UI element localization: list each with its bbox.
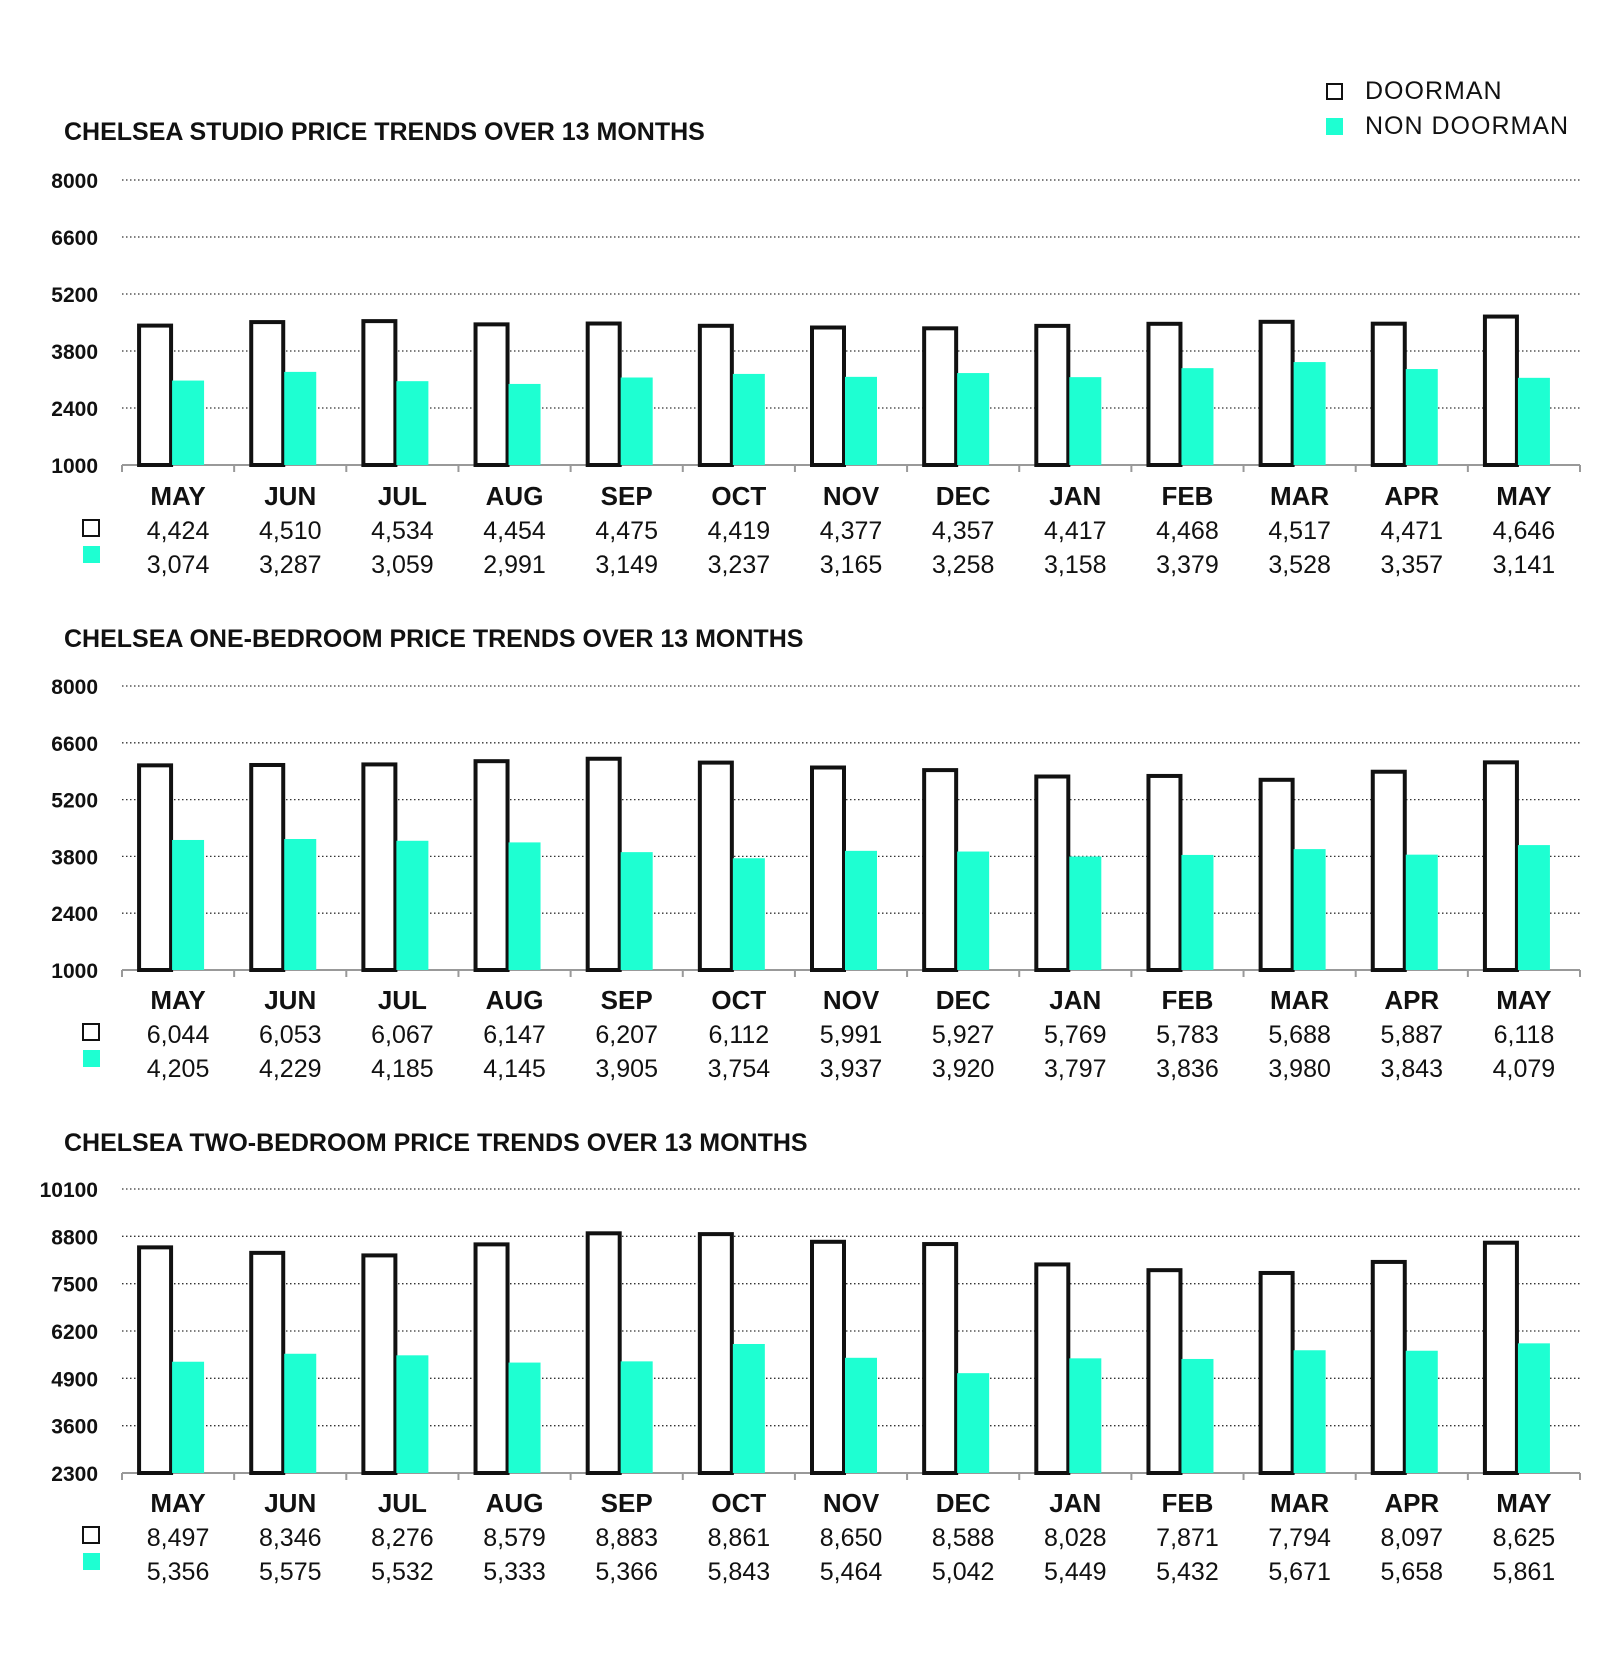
- data-label-non-doorman: 5,464: [819, 1558, 883, 1586]
- bar-doorman: [700, 326, 732, 465]
- bar-non-doorman: [172, 1362, 204, 1473]
- data-label-non-doorman: 3,287: [258, 551, 322, 579]
- data-label-doorman: 4,510: [258, 517, 322, 545]
- data-label-doorman: 4,417: [1044, 517, 1107, 545]
- bar-non-doorman: [621, 1361, 653, 1473]
- bar-non-doorman: [509, 1363, 541, 1473]
- bar-doorman: [139, 1247, 171, 1473]
- data-label-doorman: 4,534: [371, 517, 434, 545]
- y-tick-label: 2400: [51, 398, 98, 421]
- bar-doorman: [363, 764, 395, 970]
- bar-doorman: [251, 1253, 283, 1473]
- row-marker-doorman: [83, 520, 99, 536]
- data-label-doorman: 4,468: [1156, 517, 1219, 545]
- data-label-doorman: 8,625: [1492, 1524, 1556, 1552]
- data-label-non-doorman: 3,158: [1044, 551, 1107, 579]
- bar-doorman: [700, 763, 732, 970]
- x-tick-label: SEP: [600, 1488, 653, 1518]
- bar-doorman: [1036, 326, 1068, 465]
- bar-non-doorman: [621, 378, 653, 465]
- chart-title-one-bedroom: CHELSEA ONE-BEDROOM PRICE TRENDS OVER 13 MONTHS: [64, 625, 804, 653]
- bar-non-doorman: [172, 381, 204, 465]
- data-label-non-doorman: 3,059: [371, 551, 434, 579]
- data-label-non-doorman: 3,141: [1492, 551, 1556, 579]
- data-label-non-doorman: 3,528: [1268, 551, 1331, 579]
- data-label-doorman: 8,650: [819, 1524, 883, 1552]
- bar-non-doorman: [957, 373, 989, 465]
- bar-non-doorman: [1181, 1359, 1213, 1473]
- data-label-non-doorman: 3,754: [707, 1055, 771, 1083]
- chart-one-bedroom: [0, 600, 1600, 1100]
- bar-non-doorman: [1406, 1351, 1438, 1473]
- x-tick-label: NOV: [822, 1488, 880, 1518]
- x-tick-label: MAY: [150, 481, 206, 511]
- y-tick-label: 8000: [51, 676, 98, 699]
- data-label-non-doorman: 3,237: [707, 551, 771, 579]
- data-label-non-doorman: 3,920: [931, 1055, 995, 1083]
- data-label-doorman: 6,118: [1493, 1021, 1555, 1049]
- data-label-doorman: 4,424: [146, 517, 210, 545]
- chart-two-bedroom: [0, 1100, 1600, 1660]
- data-label-doorman: 5,887: [1380, 1021, 1444, 1049]
- y-tick-label: 7500: [51, 1273, 98, 1297]
- row-marker-doorman: [83, 1024, 99, 1040]
- x-tick-label: OCT: [711, 985, 767, 1015]
- y-tick-label: 10100: [39, 1179, 98, 1202]
- bar-doorman: [363, 1255, 395, 1473]
- data-label-non-doorman: 3,165: [819, 551, 883, 579]
- x-tick-label: JUN: [264, 1488, 317, 1518]
- bar-doorman: [1036, 777, 1068, 970]
- chart-title-studio: CHELSEA STUDIO PRICE TRENDS OVER 13 MONTHS: [64, 118, 705, 146]
- y-tick-label: 3800: [51, 846, 98, 870]
- bar-non-doorman: [396, 841, 428, 970]
- x-tick-label: MAY: [1496, 481, 1552, 511]
- data-label-doorman: 5,991: [819, 1021, 883, 1049]
- bar-doorman: [251, 322, 283, 465]
- y-tick-label: 6600: [51, 227, 98, 250]
- x-tick-label: JUL: [377, 985, 427, 1015]
- bar-non-doorman: [284, 372, 316, 465]
- x-tick-label: AUG: [485, 1488, 544, 1518]
- x-tick-label: OCT: [711, 1488, 767, 1518]
- data-label-doorman: 8,346: [258, 1524, 322, 1552]
- data-label-non-doorman: 4,079: [1492, 1055, 1556, 1083]
- data-label-non-doorman: 4,145: [483, 1055, 546, 1083]
- bar-doorman: [476, 324, 508, 465]
- bar-doorman: [1373, 1262, 1405, 1473]
- bar-doorman: [476, 761, 508, 970]
- data-label-non-doorman: 5,575: [258, 1558, 322, 1586]
- bar-non-doorman: [957, 852, 989, 970]
- bar-doorman: [476, 1244, 508, 1473]
- bar-doorman: [1148, 324, 1180, 465]
- data-label-non-doorman: 5,671: [1268, 1558, 1331, 1586]
- data-label-doorman: 8,588: [931, 1524, 995, 1552]
- x-tick-label: FEB: [1161, 985, 1214, 1015]
- x-tick-label: JAN: [1049, 1488, 1102, 1518]
- bar-non-doorman: [284, 839, 316, 970]
- bar-doorman: [812, 768, 844, 970]
- data-label-non-doorman: 5,843: [707, 1558, 771, 1586]
- x-tick-label: MAY: [150, 1488, 206, 1518]
- legend-label-doorman: DOORMAN: [1365, 77, 1503, 105]
- data-label-doorman: 4,475: [595, 517, 658, 545]
- bar-doorman: [1485, 1243, 1517, 1473]
- data-label-non-doorman: 3,149: [595, 551, 658, 579]
- data-label-doorman: 7,794: [1268, 1524, 1331, 1552]
- bar-doorman: [1036, 1264, 1068, 1473]
- row-marker-doorman: [83, 1527, 99, 1543]
- y-tick-label: 6200: [51, 1321, 98, 1344]
- bar-doorman: [1485, 317, 1517, 465]
- data-label-doorman: 4,646: [1492, 517, 1556, 545]
- bar-non-doorman: [1294, 849, 1326, 970]
- bar-non-doorman: [845, 1358, 877, 1473]
- y-tick-label: 2400: [51, 903, 98, 927]
- bar-doorman: [1485, 762, 1517, 970]
- bar-doorman: [139, 765, 171, 970]
- x-tick-label: SEP: [600, 985, 653, 1015]
- data-label-doorman: 6,147: [483, 1021, 546, 1049]
- data-label-doorman: 4,454: [483, 517, 546, 545]
- y-tick-label: 8800: [51, 1226, 98, 1250]
- bar-doorman: [812, 328, 844, 465]
- bar-non-doorman: [1069, 377, 1101, 465]
- bar-doorman: [1373, 772, 1405, 970]
- y-tick-label: 5200: [51, 284, 98, 307]
- bar-doorman: [1261, 780, 1293, 970]
- data-label-doorman: 8,497: [146, 1524, 210, 1552]
- data-label-non-doorman: 3,357: [1380, 551, 1444, 579]
- data-label-non-doorman: 3,074: [146, 551, 210, 579]
- bar-non-doorman: [1181, 368, 1213, 465]
- bar-non-doorman: [1406, 369, 1438, 465]
- x-tick-label: APR: [1384, 481, 1440, 511]
- data-label-doorman: 6,207: [595, 1021, 658, 1049]
- x-tick-label: AUG: [485, 481, 544, 511]
- data-label-doorman: 6,044: [146, 1021, 210, 1049]
- y-tick-label: 4900: [51, 1368, 98, 1392]
- data-label-doorman: 8,861: [707, 1524, 771, 1552]
- bar-non-doorman: [396, 1355, 428, 1473]
- bar-doorman: [1261, 322, 1293, 465]
- data-label-non-doorman: 3,836: [1156, 1055, 1219, 1083]
- bar-non-doorman: [845, 851, 877, 970]
- x-tick-label: DEC: [935, 1488, 991, 1518]
- bar-doorman: [139, 326, 171, 465]
- y-tick-label: 1000: [51, 960, 98, 983]
- bar-non-doorman: [1518, 378, 1550, 465]
- data-label-doorman: 8,579: [483, 1524, 546, 1552]
- data-label-non-doorman: 3,797: [1044, 1055, 1107, 1083]
- x-tick-label: JUL: [377, 1488, 427, 1518]
- data-label-doorman: 4,357: [931, 517, 995, 545]
- y-tick-label: 6600: [51, 732, 98, 756]
- y-tick-label: 2300: [51, 1463, 98, 1486]
- bar-non-doorman: [733, 1344, 765, 1473]
- y-tick-label: 5200: [51, 789, 98, 813]
- bar-non-doorman: [172, 840, 204, 970]
- x-tick-label: AUG: [485, 985, 544, 1015]
- data-label-non-doorman: 3,980: [1268, 1055, 1331, 1083]
- x-tick-label: MAY: [1496, 1488, 1552, 1518]
- x-tick-label: MAY: [150, 985, 206, 1015]
- data-label-non-doorman: 4,185: [371, 1055, 434, 1083]
- data-label-non-doorman: 5,532: [371, 1558, 434, 1586]
- bar-doorman: [812, 1242, 844, 1473]
- bar-doorman: [588, 324, 620, 465]
- x-tick-label: JAN: [1049, 985, 1102, 1015]
- bar-doorman: [1261, 1273, 1293, 1473]
- bar-non-doorman: [284, 1354, 316, 1473]
- y-tick-label: 3800: [51, 341, 98, 364]
- bar-doorman: [700, 1234, 732, 1473]
- data-label-doorman: 8,028: [1044, 1524, 1107, 1552]
- bar-doorman: [588, 759, 620, 970]
- x-tick-label: MAY: [1496, 985, 1552, 1015]
- data-label-doorman: 5,783: [1156, 1021, 1219, 1049]
- bar-non-doorman: [1518, 845, 1550, 970]
- data-label-doorman: 5,927: [931, 1021, 995, 1049]
- y-tick-label: 3600: [51, 1415, 98, 1439]
- bar-non-doorman: [1069, 857, 1101, 970]
- x-tick-label: NOV: [822, 481, 880, 511]
- bar-non-doorman: [1518, 1343, 1550, 1473]
- x-tick-label: MAR: [1270, 481, 1330, 511]
- x-tick-label: DEC: [935, 985, 991, 1015]
- legend-label-non-doorman: NON DOORMAN: [1365, 112, 1570, 140]
- x-tick-label: JUL: [377, 481, 427, 511]
- row-marker-non-doorman: [83, 1553, 100, 1570]
- x-tick-label: FEB: [1161, 481, 1214, 511]
- bar-doorman: [924, 328, 956, 465]
- data-label-doorman: 4,377: [819, 517, 883, 545]
- data-label-non-doorman: 5,658: [1380, 1558, 1444, 1586]
- bar-non-doorman: [509, 842, 541, 970]
- bar-non-doorman: [509, 384, 541, 465]
- data-label-non-doorman: 5,356: [146, 1558, 210, 1586]
- x-tick-label: JAN: [1049, 481, 1102, 511]
- bar-doorman: [588, 1233, 620, 1473]
- chart-studio: [0, 0, 1600, 600]
- data-label-doorman: 6,067: [371, 1021, 434, 1049]
- bar-non-doorman: [1181, 855, 1213, 970]
- x-tick-label: NOV: [822, 985, 880, 1015]
- chart-title-two-bedroom: CHELSEA TWO-BEDROOM PRICE TRENDS OVER 13 MONTHS: [64, 1129, 808, 1157]
- data-label-non-doorman: 5,366: [595, 1558, 658, 1586]
- data-label-non-doorman: 5,449: [1044, 1558, 1107, 1586]
- data-label-non-doorman: 5,042: [931, 1558, 995, 1586]
- data-label-doorman: 8,883: [595, 1524, 658, 1552]
- y-tick-label: 1000: [51, 455, 98, 478]
- data-label-non-doorman: 3,843: [1380, 1055, 1444, 1083]
- bar-doorman: [1148, 776, 1180, 970]
- bar-non-doorman: [1069, 1358, 1101, 1473]
- bar-doorman: [924, 1244, 956, 1473]
- data-label-doorman: 8,097: [1380, 1524, 1444, 1552]
- data-label-doorman: 6,112: [708, 1021, 770, 1049]
- bar-doorman: [251, 765, 283, 970]
- x-tick-label: FEB: [1161, 1488, 1214, 1518]
- x-tick-label: JUN: [264, 985, 317, 1015]
- data-label-non-doorman: 5,861: [1492, 1558, 1556, 1586]
- x-tick-label: JUN: [264, 481, 317, 511]
- data-label-doorman: 8,276: [371, 1524, 434, 1552]
- data-label-non-doorman: 3,379: [1156, 551, 1219, 579]
- bar-non-doorman: [396, 381, 428, 465]
- bar-doorman: [1148, 1270, 1180, 1473]
- bar-doorman: [1373, 324, 1405, 465]
- bar-non-doorman: [733, 858, 765, 970]
- x-tick-label: APR: [1384, 1488, 1440, 1518]
- bar-doorman: [363, 321, 395, 465]
- y-tick-label: 8000: [51, 170, 98, 193]
- x-tick-label: SEP: [600, 481, 653, 511]
- data-label-doorman: 4,419: [707, 517, 771, 545]
- data-label-non-doorman: 3,937: [819, 1055, 883, 1083]
- bar-non-doorman: [1294, 1350, 1326, 1473]
- x-tick-label: OCT: [711, 481, 767, 511]
- data-label-non-doorman: 4,229: [258, 1055, 322, 1083]
- data-label-doorman: 5,769: [1044, 1021, 1107, 1049]
- x-tick-label: APR: [1384, 985, 1440, 1015]
- data-label-doorman: 4,471: [1380, 517, 1444, 545]
- data-label-non-doorman: 3,905: [595, 1055, 658, 1083]
- data-label-doorman: 6,053: [258, 1021, 322, 1049]
- data-label-doorman: 4,517: [1268, 517, 1331, 545]
- bar-non-doorman: [957, 1373, 989, 1473]
- row-marker-non-doorman: [83, 546, 100, 563]
- bar-non-doorman: [845, 377, 877, 465]
- data-label-non-doorman: 5,432: [1156, 1558, 1219, 1586]
- data-label-doorman: 5,688: [1268, 1021, 1331, 1049]
- bar-non-doorman: [733, 374, 765, 465]
- bar-doorman: [924, 770, 956, 970]
- data-label-non-doorman: 5,333: [483, 1558, 546, 1586]
- bar-non-doorman: [621, 852, 653, 970]
- data-label-non-doorman: 4,205: [146, 1055, 210, 1083]
- bar-non-doorman: [1294, 362, 1326, 465]
- data-label-non-doorman: 3,258: [931, 551, 995, 579]
- data-label-non-doorman: 2,991: [483, 551, 546, 579]
- bar-non-doorman: [1406, 855, 1438, 970]
- x-tick-label: MAR: [1270, 1488, 1330, 1518]
- x-tick-label: DEC: [935, 481, 991, 511]
- data-label-doorman: 7,871: [1156, 1524, 1219, 1552]
- row-marker-non-doorman: [83, 1050, 100, 1067]
- x-tick-label: MAR: [1270, 985, 1330, 1015]
